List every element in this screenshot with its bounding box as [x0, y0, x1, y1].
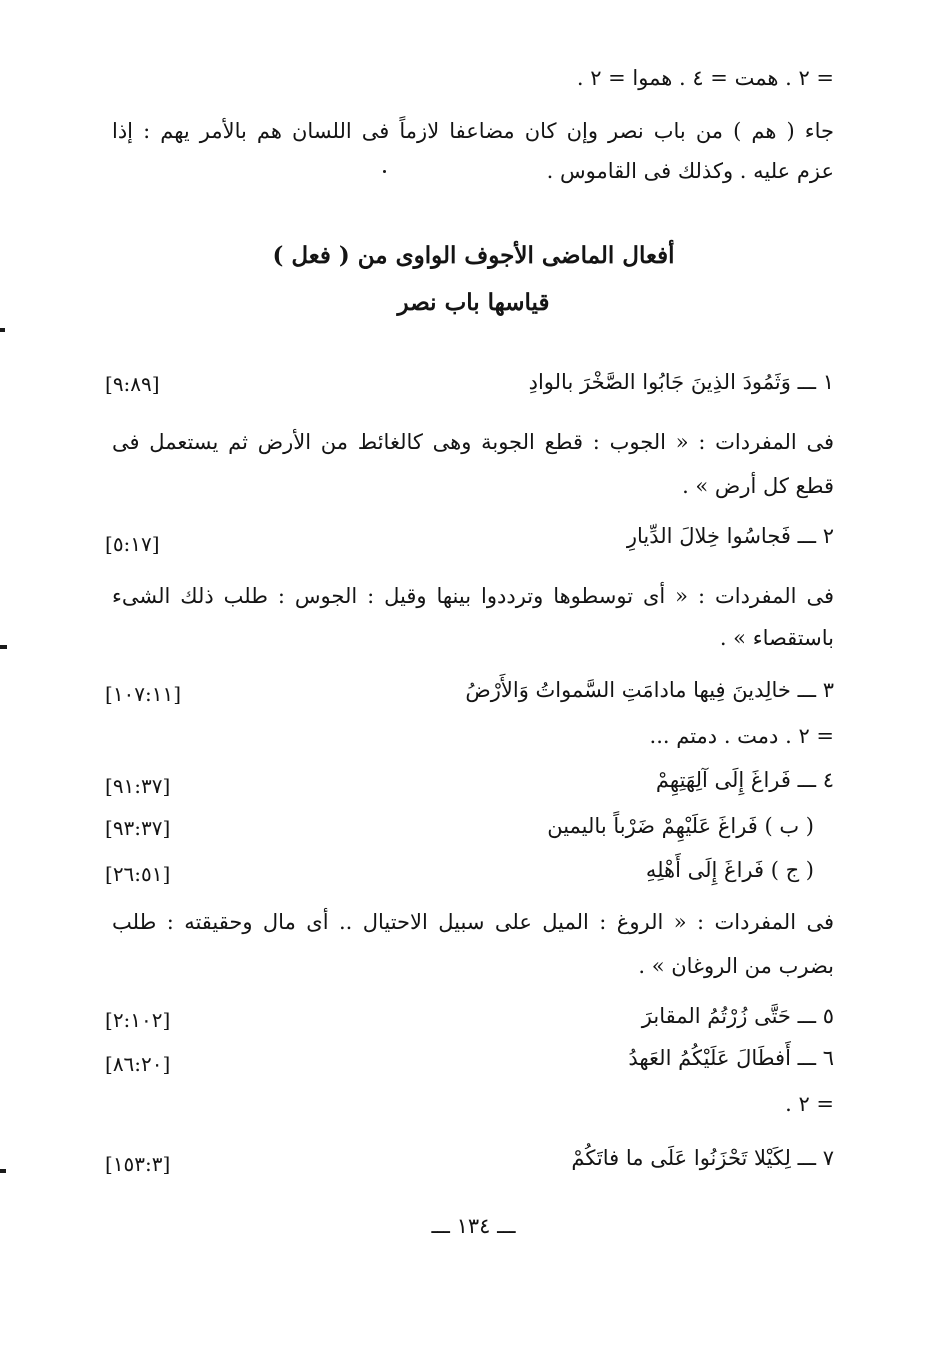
verse-ref-1: [٩:٨٩]: [105, 372, 160, 396]
section-title: أفعال الماضى الأجوف الواوى من ( فعل ): [272, 242, 675, 269]
note-jawb-line-1: فى المفردات : « الجوب : قطع الجوبة وهى كالغائط من الأرض ثم يستعمل فى: [112, 430, 834, 454]
verse-ref-4: [٩١:٣٧]: [105, 774, 171, 798]
verse-ref-2: [٥:١٧]: [105, 532, 160, 556]
note-tal-line: = ٢ .: [785, 1092, 834, 1116]
verse-entry-2: ٢ ـــ فَجاسُوا خِلالَ الدِّيارِ: [626, 524, 834, 548]
note-rawgh-line-2: بضرب من الروغان » .: [638, 954, 834, 978]
section-subtitle: قياسها باب نصر: [397, 289, 550, 316]
scan-mark: [0, 328, 5, 332]
continuation-line: = ٢ . همت = ٤ . هموا = ٢ .: [576, 66, 834, 90]
verse-ref-7: [١٥٣:٣]: [105, 1152, 171, 1176]
verse-ref-3: [١٠٧:١١]: [105, 682, 182, 706]
note-rawgh-line-1: فى المفردات : « الروغ : الميل على سبيل الاحتيال .. أى مال وحقيقته : طلب: [112, 910, 834, 934]
verse-entry-5: ٥ ـــ حَتَّى زُرْتُمُ المقابرَ: [641, 1004, 834, 1028]
verse-ref-4c: [٢٦:٥١]: [105, 862, 171, 886]
verse-entry-4c: ( ج ) فَراغَ إِلَى أَهْلِهِ: [645, 858, 814, 882]
verse-ref-5: [٢:١٠٢]: [105, 1008, 171, 1032]
intro-line-2: عزم عليه . وكذلك فى القاموس .: [546, 159, 834, 183]
verse-entry-4b: ( ب ) فَراغَ عَلَيْهِمْ ضَرْباً باليمين: [547, 814, 814, 838]
note-jawb-line-2: قطع كل أرض » .: [682, 474, 834, 498]
verse-entry-4: ٤ ـــ فَراغَ إِلَى آلِهَتِهِمْ: [655, 768, 834, 792]
page-number: ـــ ١٣٤ ـــ: [431, 1214, 516, 1238]
verse-entry-1: ١ ـــ وَثَمُودَ الذِينَ جَابُوا الصَّخْرَ بالوادِ: [528, 370, 834, 394]
note-dam-line: = ٢ . دمت . دمتم ...: [649, 724, 834, 748]
verse-entry-6: ٦ ـــ أَفطَالَ عَلَيْكُمُ العَهدُ: [628, 1046, 834, 1070]
intro-line-1: جاء ( هم ) من باب نصر وإن كان مضاعفا لازماً فى اللسان هم بالأمر يهم : إذا: [112, 119, 834, 143]
scan-mark: [0, 1169, 6, 1173]
scan-mark: [0, 645, 7, 649]
verse-entry-3: ٣ ـــ خالِدينَ فِيها مادامَتِ السَّمواتُ وَالأَرْضُ: [465, 678, 834, 702]
verse-entry-7: ٧ ـــ لِكَيْلا تَحْزَنُوا عَلَى ما فاتَكُمْ: [571, 1146, 834, 1170]
verse-ref-4b: [٩٣:٣٧]: [105, 816, 171, 840]
note-jaws-line-1: فى المفردات : « أى توسطوها وترددوا بينها وقيل : الجوس : طلب ذلك الشىء: [112, 584, 834, 608]
scan-dot: [383, 170, 386, 173]
note-jaws-line-2: باستقصاء » .: [719, 626, 834, 650]
verse-ref-6: [٨٦:٢٠]: [105, 1052, 171, 1076]
